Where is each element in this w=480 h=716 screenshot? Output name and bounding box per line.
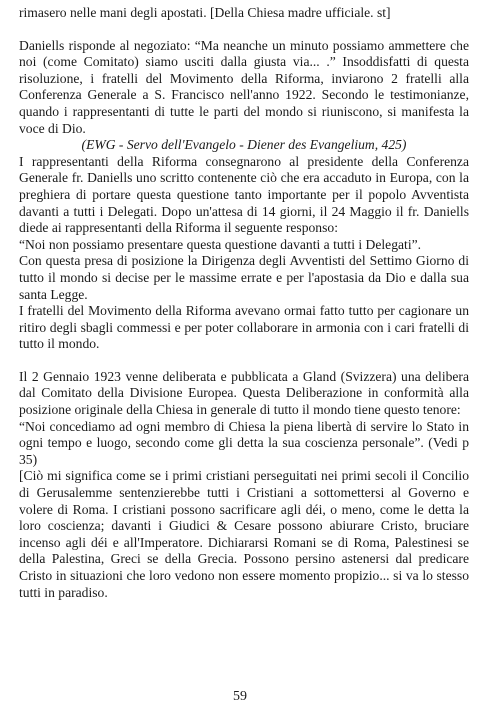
quote-liberty: “Noi concediamo ad ogni membro di Chiesa la piena libertà di servire lo Stato in ogni tempo e luogo, secondo come gli detta la sua coscienza personale”. (Vedi p 35) [19,418,469,467]
paragraph-leadership: Con questa presa di posizione la Dirigenza degli Avventisti del Settimo Giorno di tutto il mondo si decise per le massime errate e per l'apostasia da Dio e dalla sua santa Legge. [19,253,469,302]
paragraph-representatives: I rappresentanti della Riforma consegnarono al presidente della Conferenza Generale fr. Daniells uno scritto contenente ciò che era accaduto in Europa, con la preghiera di portare questa questione tanto importante per il popolo Avventista davanti a tutti i Delegati. Dopo un'attesa di 14 giorni, il 24 Maggio il fr. Daniells diede ai rappresentanti della Riforma il seguente responso: [19,153,469,236]
paragraph-gland-1923: Il 2 Gennaio 1923 venne deliberata e pubblicata a Gland (Svizzera) una delibera dal Comitato della Divisione Europea. Questa Deliberazione in conformità alla posizione originale della Chiesa in generale di tutto il mondo tiene questo tenore: [19,368,469,418]
page-number: 59 [233,689,247,704]
quote-delegates: “Noi non possiamo presentare questa questione davanti a tutti i Delegati”. [19,236,422,252]
paragraph-reform-movement: I fratelli del Movimento della Riforma avevano ormai fatto tutto per cagionare un ritiro degli sbagli commessi e per poter collaborare in armonia con i cari fratelli di tutto il mondo. [19,303,469,352]
paragraph-commentary: [Ciò mi significa come se i primi cristiani perseguitati nei primi secoli il Concilio di Gerusalemme sentenzierebbe tutti i Cristiani a sottomettersi al Governo e volere di Roma. I cristiani possono sacrificare agli déi, o meno, come le detta la loro coscienza; davanti i Giudici & Cesare possono abiurare Cristo, bruciare incenso agli déi e all'Imperatore. Dichiararsi Romani se di Roma, Palestinesi se della Palestina, Greci se della Grecia. Possono persino astenersi dal predicare Cristo in situazioni che loro vedono non essere momento propizio... si va lo stesso tutti in paradiso. [19,468,469,600]
paragraph-intro: rimasero nelle mani degli apostati. [Della Chiesa madre ufficiale. st] [19,5,391,20]
paragraph-daniells-response: Daniells risponde al negoziato: “Ma neanche un minuto possiamo ammettere che noi (come Comitato) siamo usciti dalla giusta via... .” Insoddisfatti di questa risoluzione, i fratelli del Movimento della Riforma, inviarono 2 fratelli alla Conferenza Generale a S. Francisco nell'anno 1922. Secondo le testimonianze, quando i rappresentanti di tutte le parti del mondo si riuniscono, si manifesta la voce di Dio. [19,37,469,136]
document-page [19,0,469,601]
citation: (EWG - Servo dell'Evangelo - Diener des Evangelium, 425) [81,137,407,153]
